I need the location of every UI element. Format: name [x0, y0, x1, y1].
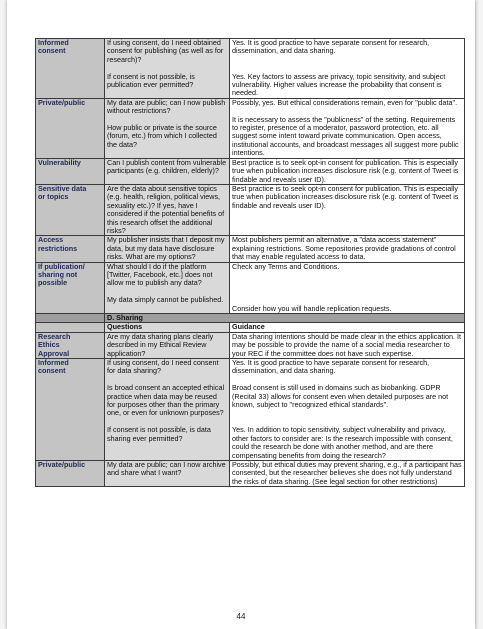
- guidance-cell: Check any Terms and Conditions. Consider how you will handle replication requests.: [230, 262, 465, 313]
- topic-cell: Vulnerability: [36, 158, 105, 184]
- section-spacer-cell: [36, 314, 105, 323]
- column-header-spacer: [36, 323, 105, 332]
- topic-cell: Research Ethics Approval: [36, 332, 105, 358]
- table-row: [36, 262, 465, 313]
- guidance-cell: Possibly, but ethical duties may prevent sharing, e.g., if a participant has consented, but the researcher believes she does not fully understand the risks of data sharing. (See legal section for other restrictions): [230, 460, 465, 486]
- question-cell: If using consent, do I need consent for data sharing? Is broad consent an accepted ethical practice when data may be reused for purposes other than the primary one, or even for unknown purposes? If consent is not possible, is data sharing ever permitted?: [105, 359, 230, 461]
- column-header-row: [36, 323, 465, 332]
- guidance-cell: Best practice is to seek opt-in consent for publication. This is especially true when publication increases disclosure risk (e.g. content of Tweet is findable and reveals user ID).: [230, 184, 465, 235]
- document-page: [7, 0, 475, 629]
- question-cell: If using consent, do I need obtained consent for publishing (as well as for research)? If consent is not possible, is publication ever permitted?: [105, 39, 230, 99]
- question-cell: My data are public; can I now publish without restrictions? How public or private is the source (forum, etc.) from which I collected the data?: [105, 98, 230, 158]
- table-row: [36, 359, 465, 461]
- table-row: [36, 460, 465, 486]
- questions-header: Questions: [105, 323, 230, 332]
- topic-cell: Informed consent: [36, 39, 105, 99]
- question-cell: My data are public; can I now archive and share what I want?: [105, 460, 230, 486]
- topic-cell: Sensitive data or topics: [36, 184, 105, 235]
- guidance-table: [35, 38, 465, 487]
- question-cell: My publisher insists that I deposit my data, but my data have disclosure risks. What are my options?: [105, 236, 230, 262]
- table-row: [36, 39, 465, 99]
- topic-cell: If publication/ sharing not possible: [36, 262, 105, 313]
- topic-cell: Private/public: [36, 460, 105, 486]
- table-row: [36, 184, 465, 235]
- guidance-header: Guidance: [230, 323, 465, 332]
- table-row: [36, 98, 465, 158]
- guidance-cell: Yes. It is good practice to have separate consent for research, dissemination, and data sharing. Broad consent is still used in domains such as biobanking. GDPR (Recital 33) allows for consent even when detailed purposes are not known, subject to "recognized ethical standards". Yes. In addition to topic sensitivity, subject vulnerability and privacy, other factors to consider are: Is the research impossible with consent, could the research be done with another method, and are there compensating benefits from doing the research?: [230, 359, 465, 461]
- guidance-cell: Most publishers permit an alternative, a "data access statement" explaining restrictions. Some repositories provide gradations of control that may enable regulated access to data.: [230, 236, 465, 262]
- topic-cell: Informed consent: [36, 359, 105, 461]
- page-number: 44: [236, 612, 246, 621]
- table-row: [36, 158, 465, 184]
- table-row: [36, 332, 465, 358]
- question-cell: Are the data about sensitive topics (e.g. health, religion, political views, sexuality etc.)? If yes, have I considered if the potential benefits of this research offset the additional risks?: [105, 184, 230, 235]
- section-title: D. Sharing: [105, 314, 465, 323]
- guidance-cell: Best practice is to seek opt-in consent for publication. This is especially true when publication increases disclosure risk (e.g. content of Tweet is findable and reveals user ID).: [230, 158, 465, 184]
- topic-cell: Access restrictions: [36, 236, 105, 262]
- guidance-cell: Yes. It is good practice to have separate consent for research, dissemination, and data sharing. Yes. Key factors to assess are privacy, topic sensitivity, and subject vulnerability. Higher values increase the probability that consent is needed.: [230, 39, 465, 99]
- question-cell: Are my data sharing plans clearly described in my Ethical Review application?: [105, 332, 230, 358]
- question-cell: Can I publish content from vulnerable participants (e.g. children, elderly)?: [105, 158, 230, 184]
- guidance-cell: Possibly, yes. But ethical considerations remain, even for "public data". It is necessary to assess the "publicness" of the setting. Requirements to register, presence of a moderator, password protection, etc. all suggest some intent toward private communication. Open access, institutional accounts, and broadcast messages all suggest more public intentions.: [230, 98, 465, 158]
- question-cell: What should I do if the platform [Twitter, Facebook, etc.] does not allow me to publish any data? My data simply cannot be published.: [105, 262, 230, 313]
- guidance-cell: Data sharing intentions should be made clear in the ethics application. It may be possible to provide the name of a social media researcher to your REC if the committee does not have such expertise.: [230, 332, 465, 358]
- table-row: [36, 236, 465, 262]
- section-header-row: [36, 314, 465, 323]
- topic-cell: Private/public: [36, 98, 105, 158]
